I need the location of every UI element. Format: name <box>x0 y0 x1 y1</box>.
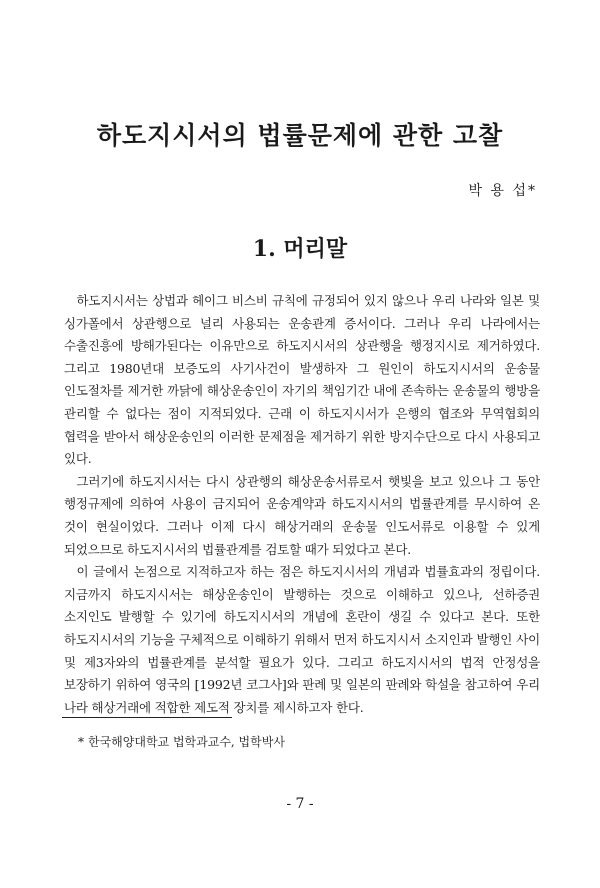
footnote-mark: * <box>78 735 84 749</box>
paper-title: 하도지시서의 법률문제에 관한 고찰 <box>96 121 504 150</box>
paragraph: 하도지시서는 상법과 헤이그 비스비 규칙에 규정되어 있지 않으나 우리 나라와 일본 및 싱가폴에서 상관행으로 널리 사용되는 운송관계 증서이다. 그러나 우리 나라에서는 수출진흥에 방해가된다는 이유만으로 하도지시서의 상관행을 행정지시로 제거하였다. 그리고 1980년대 보증도의 사기사건이 발생하자 그 원인이 하도지시서의 운송물 인도절차를 제거한 까닭에 해상운송인이 자기의 책임기간 내에 존속하는 운송물의 행방을 관리할 수 없다는 점이 지적되었다. 근래 이 하도지시서가 은행의 협조와 무역협회의 협력을 받아서 해상운송인의 이러한 문제점을 제거하기 위한 방지수단으로 다시 사용되고 있다. <box>64 293 540 467</box>
footnote-text: 한국해양대학교 법학과교수, 법학박사 <box>88 735 285 749</box>
author-name: 박 용 섭* <box>468 183 537 199</box>
paragraph: 이 글에서 논점으로 지적하고자 하는 점은 하도지시서의 개념과 법률효과의 정립이다. 지금까지 하도지시서는 해상운송인이 발행하는 것으로 이해하고 있으나, 선하증권 소지인도 발행할 수 있기에 하도지시서의 개념에 혼란이 생길 수 있다고 본다. 또한 하도지시서의 기능을 구체적으로 이해하기 위해서 먼저 하도지시서 소지인과 발행인 사이 및 제3자와의 법률관계를 분석할 필요가 있다. 그리고 하도지시서의 법적 안정성을 보장하기 위하여 영국의 [1992년 코그사]와 판례 및 일본의 판례와 학설을 참고하여 우리 나라 해상거래에 적합한 제도적 장치를 제시하고자 한다. <box>64 564 540 715</box>
section-heading: 1. 머리말 <box>252 236 348 262</box>
paragraph: 그러기에 하도지시서는 다시 상관행의 해상운송서류로서 햇빛을 보고 있으나 그 동안 행정규제에 의하여 사용이 금지되어 운송계약과 하도지시서의 법률관계를 무시하여 온 것이 현실이었다. 그러나 이제 다시 해상거래의 운송물 인도서류로 이용할 수 있게 되었으므로 하도지시서의 법률관계를 검토할 때가 되었다고 본다. <box>64 473 540 557</box>
footnote <box>78 733 285 750</box>
page-number: - 7 - <box>286 796 314 812</box>
footnote-divider <box>62 717 232 718</box>
body-text <box>64 290 540 719</box>
